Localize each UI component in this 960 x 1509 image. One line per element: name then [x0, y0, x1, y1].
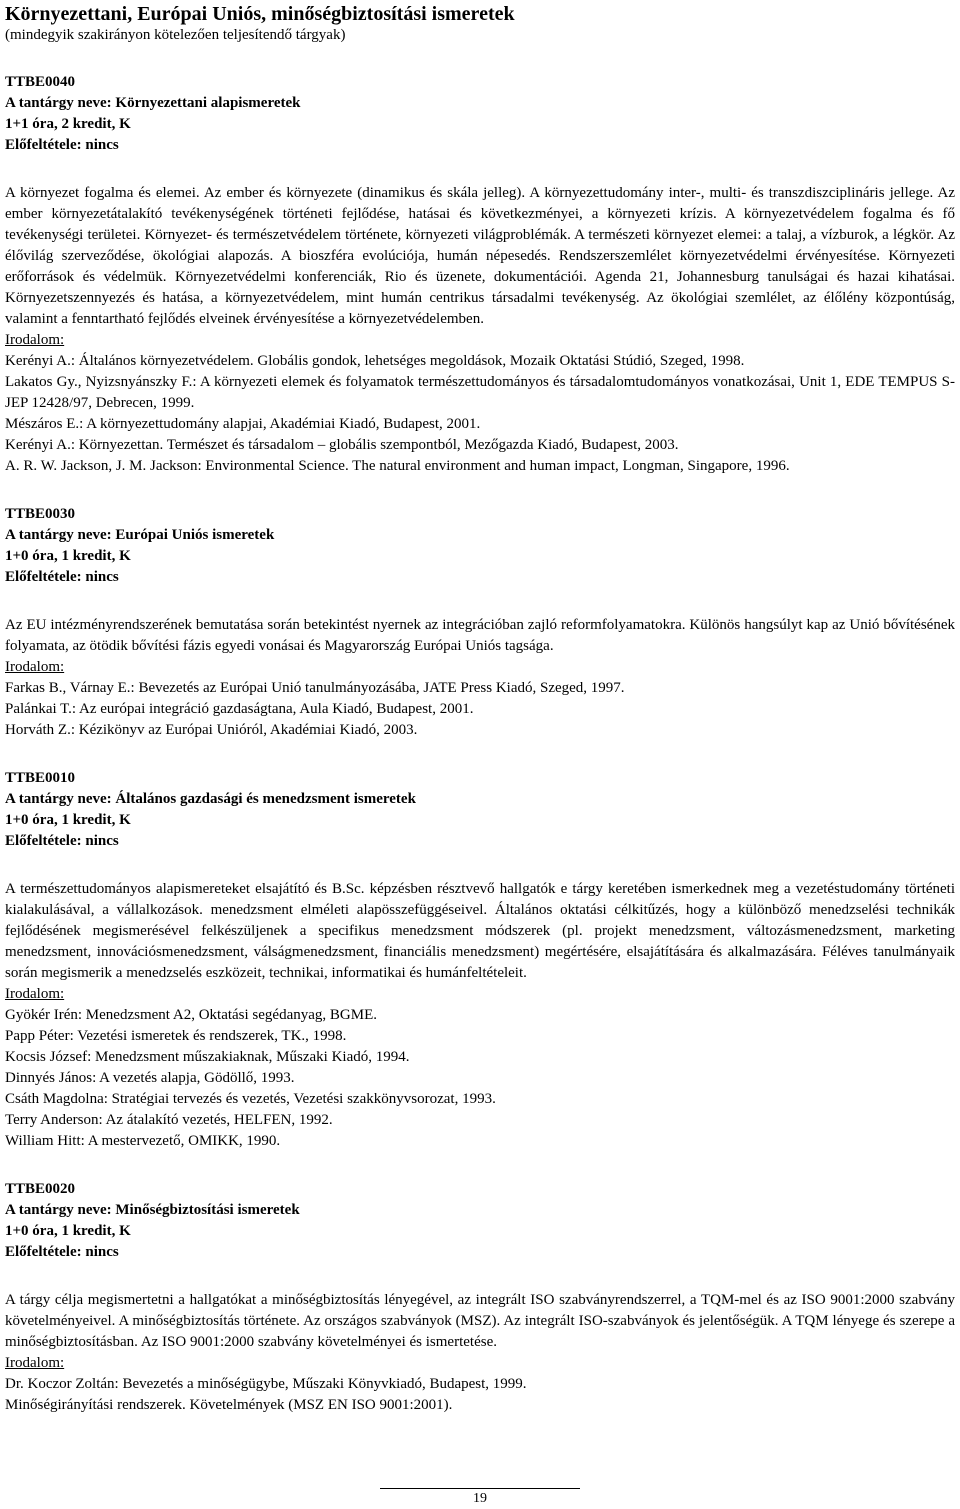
course-section: [5, 72, 955, 477]
course-hours: 1+0 óra, 1 kredit, K: [5, 548, 131, 564]
course-prereq: Előfeltétele: nincs: [5, 137, 119, 153]
reference-item: Horváth Z.: Kézikönyv az Európai Unióról, Akadémiai Kiadó, 2003.: [5, 722, 418, 738]
reference-item: Terry Anderson: Az átalakító vezetés, HELFEN, 1992.: [5, 1112, 333, 1128]
page-subtitle: (mindegyik szakirányon kötelezően teljesítendő tárgyak): [5, 27, 346, 43]
literature-label: Irodalom:: [5, 659, 65, 675]
page-number: 19: [473, 1491, 487, 1506]
course-hours: 1+1 óra, 2 kredit, K: [5, 116, 131, 132]
reference-item: William Hitt: A mestervezető, OMIKK, 1990.: [5, 1133, 281, 1149]
reference-item: Csáth Magdolna: Stratégiai tervezés és vezetés, Vezetési szakkönyvsorozat, 1993.: [5, 1091, 496, 1107]
literature-label: Irodalom:: [5, 986, 65, 1002]
course-name: A tantárgy neve: Minőségbiztosítási ismeretek: [5, 1202, 300, 1218]
reference-item: Farkas B., Várnay E.: Bevezetés az Európai Unió tanulmányozásába, JATE Press Kiadó, Szeged, 1997.: [5, 680, 625, 696]
course-prereq: Előfeltétele: nincs: [5, 833, 119, 849]
footer-divider: [380, 1488, 580, 1489]
reference-item: Mészáros E.: A környezettudomány alapjai, Akadémiai Kiadó, Budapest, 2001.: [5, 416, 481, 432]
literature-label: Irodalom:: [5, 332, 65, 348]
reference-list: [5, 1005, 955, 1152]
course-name: A tantárgy neve: Általános gazdasági és menedzsment ismeretek: [5, 791, 416, 807]
course-section: [5, 504, 955, 741]
reference-item: A. R. W. Jackson, J. M. Jackson: Environmental Science. The natural environment and human impact, Longman, Singapore, 1996.: [5, 458, 790, 474]
course-code: TTBE0020: [5, 1181, 76, 1197]
reference-item: Minőségirányítási rendszerek. Követelmények (MSZ EN ISO 9001:2001).: [5, 1397, 453, 1413]
course-code: TTBE0040: [5, 74, 76, 90]
document-page: [5, 0, 955, 1416]
course-description: Az EU intézményrendszerének bemutatása során betekintést nyernek az integrációban zajló reformfolyamatokra. Különös hangsúlyt kap az Unió bővítésének folyamata, az ötödik bővítési fázis egyedi vonásai és Magyarország Európai Uniós tagsága.: [5, 617, 955, 654]
reference-list: [5, 351, 955, 477]
course-description: A természettudományos alapismereteket elsajátító és B.Sc. képzésben résztvevő hallgatók e tárgy keretében ismerkednek meg a vezetéstudomány történeti kialakulásával, a vállalkozások. menedzsment elméleti alapösszefüggéseivel. Általános oktatási célkitűzés, hogy a különböző menedzselési technikák fejlődésének megismerésével felkészüljenek a specifikus menedzsment módszerek (pl. projekt menedzsment, változásmenedzsment, marketing menedzsment, innovációsmenedzsment, válságmenedzsment, financiális menedzsment) megértésére, elsajátítására és alkalmazására. Féléves tanulmányaik során megismerik a menedzselés eszközeit, technikai, informatikai és humánfeltételeit.: [5, 881, 955, 981]
course-section: [5, 768, 955, 1152]
reference-item: Kerényi A.: Általános környezetvédelem. Globális gondok, lehetséges megoldások, Mozaik Oktatási Stúdió, Szeged, 1998.: [5, 353, 745, 369]
reference-item: Kocsis József: Menedzsment műszakiaknak, Műszaki Kiadó, 1994.: [5, 1049, 410, 1065]
page-title: Környezettani, Európai Uniós, minőségbiztosítási ismeretek: [5, 3, 515, 25]
course-prereq: Előfeltétele: nincs: [5, 569, 119, 585]
reference-item: Palánkai T.: Az európai integráció gazdaságtana, Aula Kiadó, Budapest, 2001.: [5, 701, 474, 717]
reference-item: Dr. Koczor Zoltán: Bevezetés a minőségügybe, Műszaki Könyvkiadó, Budapest, 1999.: [5, 1376, 527, 1392]
course-code: TTBE0010: [5, 770, 76, 786]
reference-item: Papp Péter: Vezetési ismeretek és rendszerek, TK., 1998.: [5, 1028, 347, 1044]
course-prereq: Előfeltétele: nincs: [5, 1244, 119, 1260]
reference-list: [5, 1374, 955, 1416]
reference-list: [5, 678, 955, 741]
course-name: A tantárgy neve: Európai Uniós ismeretek: [5, 527, 275, 543]
course-code: TTBE0030: [5, 506, 76, 522]
course-description: A tárgy célja megismertetni a hallgatókat a minőségbiztosítás lényegével, az integrált ISO szabványrendszerrel, a TQM-mel és az ISO 9001:2000 szabvány követelményeivel. A minőségbiztosítás története. Az országos szabványok (MSZ). Az integrált ISO-szabványok és jelentőségük. A TQM lényege és szerepe a minőségbiztosításban. Az ISO 9001:2000 szabvány követelményei és ismertetése.: [5, 1292, 955, 1350]
reference-item: Dinnyés János: A vezetés alapja, Gödöllő, 1993.: [5, 1070, 295, 1086]
course-name: A tantárgy neve: Környezettani alapismeretek: [5, 95, 301, 111]
reference-item: Kerényi A.: Környezettan. Természet és társadalom – globális szempontból, Mezőgazda Kiadó, Budapest, 2003.: [5, 437, 679, 453]
course-hours: 1+0 óra, 1 kredit, K: [5, 1223, 131, 1239]
reference-item: Lakatos Gy., Nyizsnyánszky F.: A környezeti elemek és folyamatok természettudományos és társadalomtudományos vonatkozásai, Unit 1, EDE TEMPUS S-JEP 12428/97, Debrecen, 1999.: [5, 374, 955, 411]
literature-label: Irodalom:: [5, 1355, 65, 1371]
course-section: [5, 1179, 955, 1416]
course-description: A környezet fogalma és elemei. Az ember és környezete (dinamikus és skála jelleg). A környezettudomány inter-, multi- és transzdiszciplináris jellege. Az ember környezetátalakító tevékenységének történeti fejlődése, hatásai és következményei, a környezeti krízis. A környezetvédelem fogalma és fő tevékenységi területei. Környezet- és természetvédelem története, környezeti világproblémák. A természeti környezet elemei: a talaj, a vízburok, a légkör. Az élővilág szerveződése, ökológiai alapozás. A bioszféra evolúciója, humán népesedés. Rendszerszemlélet környezetvédelmi érvényesítése. Környezeti erőforrások és védelmük. Környezetvédelmi konferenciák, Rio és üzenete, dokumentációi. Agenda 21, Johannesburg tanulságai és hazai kihatásai. Környezetszennyezés és hatása, a környezetvédelem, mint humán centrikus társadalmi tevékenység. Az ökológiai szemlélet, az élőlény központúság, valamint a fenntartható fejlődés elveinek érvényesítése a környezetvédelemben.: [5, 185, 955, 327]
course-hours: 1+0 óra, 1 kredit, K: [5, 812, 131, 828]
reference-item: Gyökér Irén: Menedzsment A2, Oktatási segédanyag, BGME.: [5, 1007, 377, 1023]
